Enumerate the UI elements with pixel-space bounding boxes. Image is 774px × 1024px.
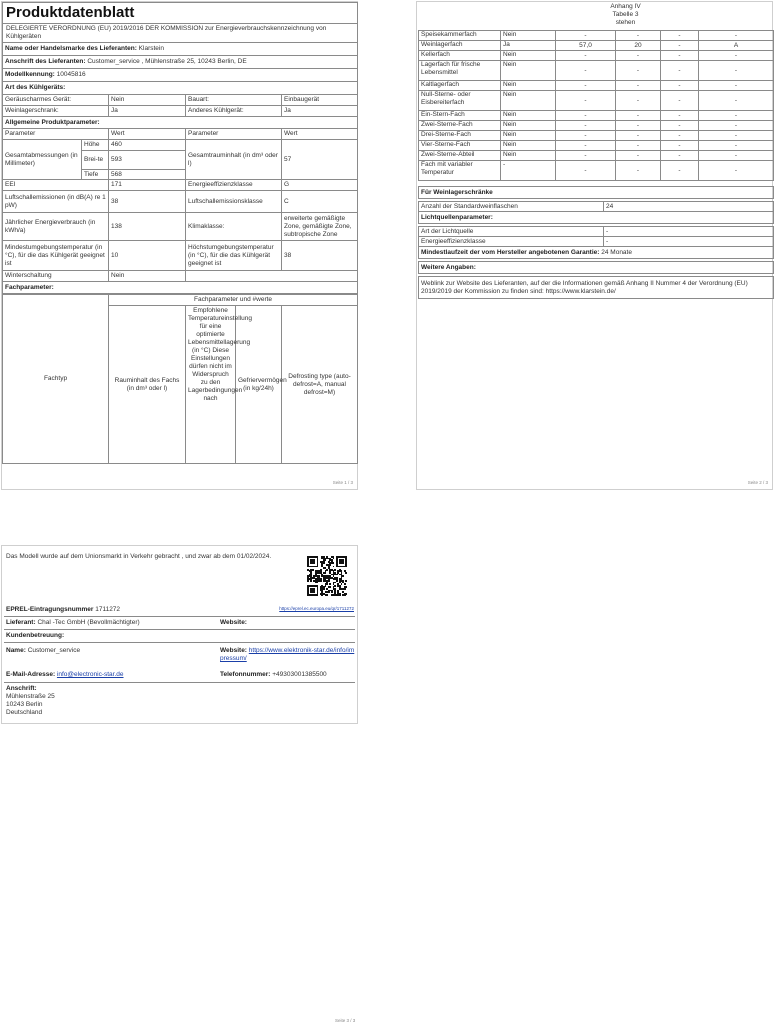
noise-class-value: C (282, 191, 358, 213)
max-temp-label: Höchstumgebungstemperatur (in °C), für die das Kühlgerät geeignet ist (186, 241, 282, 271)
light-class-label: Energieeffizienzklasse (419, 237, 604, 247)
min-temp-value: 10 (109, 241, 186, 271)
compartment-defrost: - (699, 161, 774, 181)
compartment-defrost: - (699, 31, 774, 41)
light-class-value: - (604, 237, 774, 247)
col-volume: Rauminhalt des Fachs (in dm³ oder l) (109, 306, 186, 464)
page-number: Seite 3 / 3 (335, 1018, 356, 1023)
compartment-temp: - (616, 91, 661, 111)
type-label: Anderes Kühlgerät: (186, 106, 282, 117)
compartment-present: Nein (501, 121, 556, 131)
noise-label: Luftschallemissionen (in dB(A) re 1 pW) (3, 191, 109, 213)
compartment-present: Nein (501, 61, 556, 81)
regulation-text: DELEGIERTE VERORDNUNG (EU) 2019/2016 DER KOMMISSION zur Energieverbrauchskennzeichnung von Kühlgeräten (3, 24, 358, 43)
name-label: Name: (6, 647, 26, 654)
address-line: 10243 Berlin (6, 701, 43, 708)
address-line: Mühlenstraße 25 (6, 693, 55, 700)
compartment-defrost: - (699, 61, 774, 81)
eei-value: 171 (109, 180, 186, 191)
weblink-text: Weblink zur Website des Lieferanten, auf der die Informationen gemäß Anhang II Nummer 4 der Verordnung (EU) 2019/2019 der Kommission zu finden sind: (421, 279, 748, 295)
energy-label: Jährlicher Energieverbrauch (in kWh/a) (3, 213, 109, 241)
compartment-header-table (2, 294, 358, 464)
volume-value: 57 (282, 140, 358, 180)
compartment-freezing: - (661, 131, 699, 141)
model-label: Modellkennung: (5, 71, 55, 78)
compartment-freezing: - (661, 41, 699, 51)
compartment-row (419, 41, 774, 51)
page-1 (1, 1, 358, 490)
compartment-present: Nein (501, 141, 556, 151)
lieferant-label: Lieferant: (6, 619, 36, 626)
model-value: 10045816 (56, 71, 86, 78)
compartment-temp: - (616, 111, 661, 121)
compartment-temp: - (616, 61, 661, 81)
phone-value: +49303001385500 (272, 671, 327, 678)
light-type-value: - (604, 227, 774, 237)
compartment-name: Ein-Stern-Fach (419, 111, 501, 121)
min-temp-label: Mindestumgebungstemperatur (in °C), für die das Kühlgerät geeignet ist (3, 241, 109, 271)
email-link[interactable]: info@electronic-star.de (56, 671, 124, 678)
email-label: E-Mail-Adresse: (6, 671, 56, 678)
compartment-defrost: - (699, 81, 774, 91)
light-type-label: Art der Lichtquelle (419, 227, 604, 237)
compartment-present: Nein (501, 31, 556, 41)
dim-value: 460 (109, 140, 186, 151)
supplier-name: Klarstein (138, 45, 164, 52)
compartment-temp: - (616, 31, 661, 41)
compartment-name: Drei-Sterne-Fach (419, 131, 501, 141)
col-recommended-temp: Empfohlene Temperatureinstellung für eine optimierte Lebensmittellagerung (in °C) Diese Einstellungen dürfen nicht im Widerspruch zu den Lagerbedingungen nach (186, 306, 236, 464)
compartment-name: Vier-Sterne-Fach (419, 141, 501, 151)
compartment-row (419, 121, 774, 131)
compartment-row (419, 141, 774, 151)
annex-note: Anhang IV Tabelle 3 stehen (610, 3, 641, 26)
type-value: Ja (282, 106, 358, 117)
compartment-name: Lagerfach für frische Lebensmittel (419, 61, 501, 81)
website2-label: Website: (220, 647, 247, 654)
page-3 (1, 545, 358, 724)
compartment-temp: - (616, 141, 661, 151)
compartment-present: Nein (501, 81, 556, 91)
compartment-defrost: - (699, 51, 774, 61)
compartment-defrost: A (699, 41, 774, 51)
compartment-temp: - (616, 121, 661, 131)
compartment-row (419, 51, 774, 61)
dim-value: 593 (109, 151, 186, 170)
compartment-name: Weinlagerfach (419, 41, 501, 51)
compartment-row (419, 131, 774, 141)
compartment-name: Speisekammerfach (419, 31, 501, 41)
col-fachtyp: Fachtyp (3, 295, 109, 464)
compartment-freezing: - (661, 161, 699, 181)
eprel-value: 1711272 (95, 606, 121, 613)
lieferant-value: Chal -Tec GmbH (Bevollmächtigter) (37, 619, 140, 626)
compartment-present: Nein (501, 91, 556, 111)
compartment-name: Fach mit variabler Temperatur (419, 161, 501, 181)
supplier-address-label: Anschrift des Lieferanten: (5, 58, 86, 65)
compartment-defrost: - (699, 111, 774, 121)
general-table (2, 2, 358, 294)
climate-value: erweiterte gemäßigte Zone, gemäßigte Zone, subtropische Zone (282, 213, 358, 241)
compartment-row (419, 91, 774, 111)
compartment-name: Zwei-Sterne-Abteil (419, 151, 501, 161)
eprel-label: EPREL-Eintragungsnummer (6, 606, 94, 613)
compartment-freezing: - (661, 81, 699, 91)
compartment-table (418, 30, 774, 181)
eprel-link[interactable]: https://eprel.ec.europa.eu/qr/1711272 (279, 606, 354, 611)
winter-value: Nein (109, 271, 186, 282)
compartment-defrost: - (699, 131, 774, 141)
compartment-row (419, 31, 774, 41)
eeclass-label: Energieeffizienzklasse (186, 180, 282, 191)
compartment-temp: - (616, 81, 661, 91)
compartment-header: Fachparameter: (3, 282, 358, 294)
page-title: Produktdatenblatt (3, 3, 358, 24)
supplier-name-label: Name oder Handelsmarke des Lieferanten: (5, 45, 137, 52)
general-header: Allgemeine Produktparameter: (3, 117, 358, 129)
eeclass-value: G (282, 180, 358, 191)
compartment-freezing: - (661, 31, 699, 41)
compartment-name: Null-Sterne- oder Eisbereiterfach (419, 91, 501, 111)
compartment-volume: - (556, 111, 616, 121)
compartment-volume: - (556, 81, 616, 91)
dim-label: Höhe (82, 140, 109, 151)
type-value: Nein (109, 95, 186, 106)
page-number: Seite 2 / 3 (747, 480, 768, 485)
compartment-freezing: - (661, 121, 699, 131)
compartment-temp: - (616, 151, 661, 161)
name-value: Customer_service (27, 647, 81, 654)
website-label: Website: (220, 619, 247, 626)
compartment-name: Kaltlagerfach (419, 81, 501, 91)
dim-label: Brei-te (82, 151, 109, 170)
dim-label: Tiefe (82, 170, 109, 180)
winter-label: Winterschaltung (3, 271, 109, 282)
dim-value: 568 (109, 170, 186, 180)
supplier-address: Customer_service , Mühlenstraße 25, 10243 Berlin, DE (87, 58, 247, 65)
compartment-defrost: - (699, 151, 774, 161)
compartment-freezing: - (661, 91, 699, 111)
warranty-value: 24 Monate (601, 248, 632, 256)
col-parameter: Parameter (3, 129, 109, 140)
volume-label: Gesamtrauminhalt (in dm³ oder l) (186, 140, 282, 180)
compartment-volume: 57,0 (556, 41, 616, 51)
compartment-name: Kellerfach (419, 51, 501, 61)
compartment-defrost: - (699, 91, 774, 111)
compartment-present: Ja (501, 41, 556, 51)
compartment-freezing: - (661, 141, 699, 151)
compartment-row (419, 111, 774, 121)
compartment-freezing: - (661, 151, 699, 161)
compartment-temp: - (616, 131, 661, 141)
compartment-freezing: - (661, 111, 699, 121)
col-freezing-capacity: Gefriervermögen (in kg/24h) (236, 306, 282, 464)
wine-bottles-label: Anzahl der Standardweinflaschen (419, 202, 604, 212)
compartment-row (419, 81, 774, 91)
col-parameter: Parameter (186, 129, 282, 140)
type-label: Weinlagerschrank: (3, 106, 109, 117)
climate-label: Klimaklasse: (186, 213, 282, 241)
warranty-label: Mindestlaufzeit der vom Hersteller angebotenen Garantie: (421, 248, 600, 256)
compartment-name: Zwei-Sterne-Fach (419, 121, 501, 131)
market-text: Das Modell wurde auf dem Unionsmarkt in Verkehr gebracht , und zwar ab dem 01/02/2024. (6, 553, 272, 560)
noise-value: 38 (109, 191, 186, 213)
compartment-volume: - (556, 51, 616, 61)
type-header: Art des Kühlgeräts: (3, 82, 358, 95)
compartment-present: Nein (501, 131, 556, 141)
page-number: Seite 1 / 3 (332, 480, 353, 485)
type-label: Geräuscharmes Gerät: (3, 95, 109, 106)
compartment-freezing: - (661, 61, 699, 81)
compartment-volume: - (556, 161, 616, 181)
compartment-defrost: - (699, 121, 774, 131)
compartment-present: Nein (501, 151, 556, 161)
compartment-present: - (501, 161, 556, 181)
compartment-volume: - (556, 151, 616, 161)
dimensions-label: Gesamtabmessungen (in Millimeter) (3, 140, 82, 180)
compartment-defrost: - (699, 141, 774, 151)
compartment-volume: - (556, 31, 616, 41)
compartment-temp: 20 (616, 41, 661, 51)
eei-label: EEI (3, 180, 109, 191)
support-header: Kundenbetreuung: (6, 632, 65, 639)
compartment-volume: - (556, 91, 616, 111)
col-defrost-type: Defrosting type (auto-defrost=A, manual defrost=M) (282, 306, 358, 464)
address-label: Anschrift: (6, 685, 37, 692)
type-value: Ja (109, 106, 186, 117)
compartment-volume: - (556, 131, 616, 141)
compartment-row (419, 61, 774, 81)
col-wert: Wert (109, 129, 186, 140)
type-label: Bauart: (186, 95, 282, 106)
light-header: Lichtquellenparameter: (419, 212, 774, 224)
qr-code[interactable] (307, 556, 347, 596)
phone-label: Telefonnummer: (220, 671, 271, 678)
compartment-volume: - (556, 121, 616, 131)
noise-class-label: Luftschallemissionsklasse (186, 191, 282, 213)
wine-bottles-value: 24 (604, 202, 774, 212)
page-2 (416, 1, 773, 490)
further-header: Weitere Angaben: (419, 262, 774, 274)
wine-header: Für Weinlagerschränke (419, 187, 774, 199)
compartment-freezing: - (661, 51, 699, 61)
extra-table (418, 186, 774, 299)
compartment-row (419, 151, 774, 161)
compartment-temp: - (616, 51, 661, 61)
website2-link[interactable]: https://www.elektronik-star.de/info/impressum/ (220, 647, 355, 662)
energy-value: 138 (109, 213, 186, 241)
max-temp-value: 38 (282, 241, 358, 271)
weblink-url: https://www.klarstein.de/ (545, 287, 616, 295)
compartment-present: Nein (501, 51, 556, 61)
compartment-row (419, 161, 774, 181)
col-wert: Wert (282, 129, 358, 140)
compartment-volume: - (556, 141, 616, 151)
compartment-group-header: Fachparameter und #werte (109, 295, 358, 306)
compartment-present: Nein (501, 111, 556, 121)
type-value: Einbaugerät (282, 95, 358, 106)
address-line: Deutschland (6, 709, 43, 716)
compartment-volume: - (556, 61, 616, 81)
compartment-temp: - (616, 161, 661, 181)
